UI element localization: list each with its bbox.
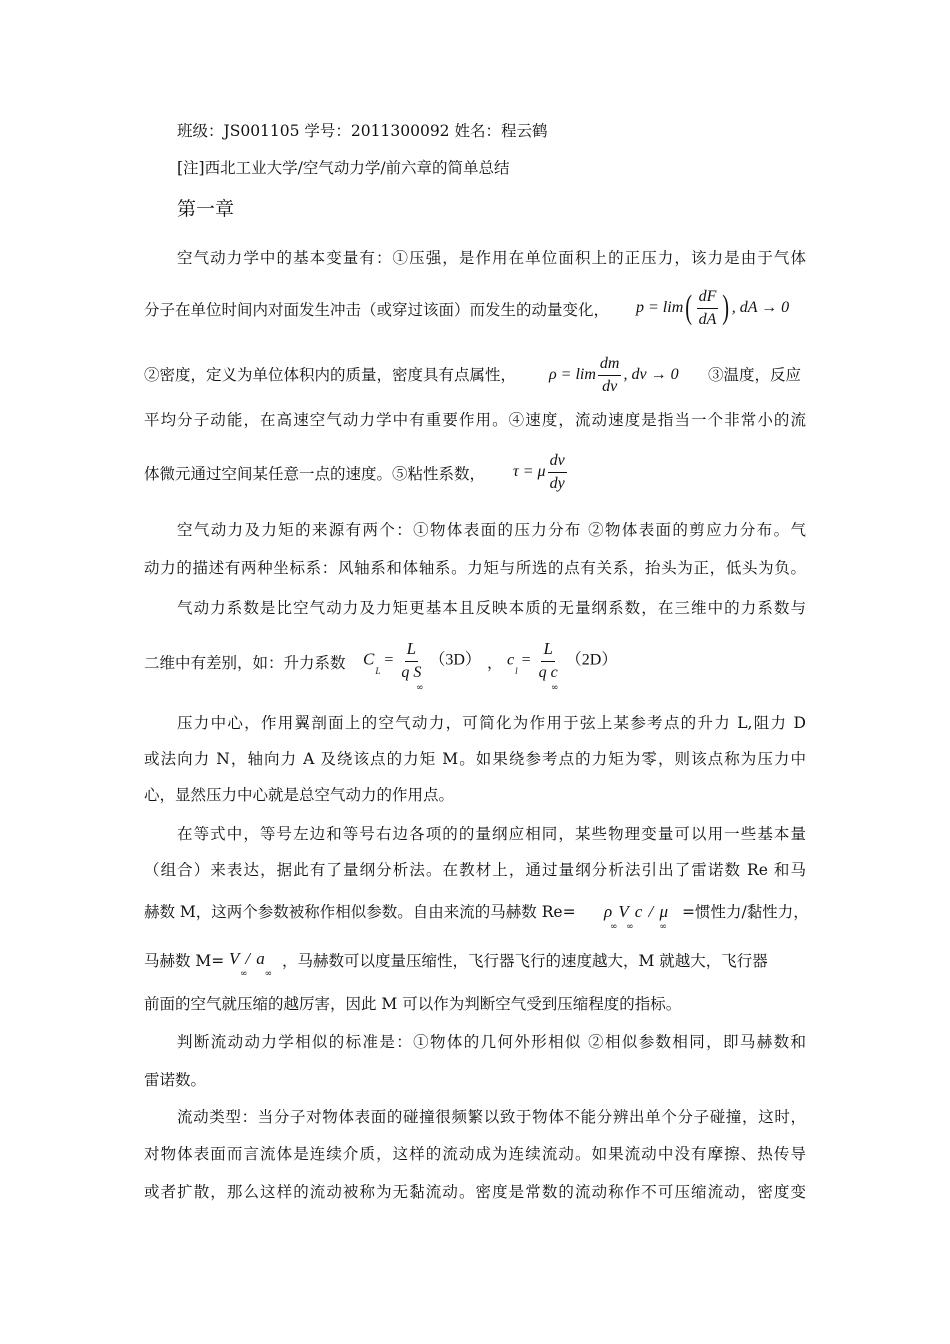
formula-numerator: dv: [548, 452, 567, 473]
pressure-formula: [636, 288, 789, 328]
paragraph-line: 压力中心，作用翼剖面上的空气动力，可简化为作用于弦上某参考点的升力 L,阻力 D: [177, 714, 806, 732]
formula-subscript: ∞: [416, 683, 424, 693]
formula-numerator: dm: [598, 355, 622, 376]
density-formula: [549, 355, 679, 395]
paragraph-line: 动力的描述有两种坐标系：风轴系和体轴系。力矩与所选的点有关系，抬头为正，低头为负。: [144, 559, 806, 577]
viscosity-formula: [513, 452, 569, 492]
paragraph-line: 雷诺数。: [144, 1071, 207, 1089]
paragraph-line: ，: [487, 654, 503, 672]
formula-subscript: ∞ ∞: [240, 969, 273, 979]
formula-text: τ = μ: [513, 462, 546, 480]
formula-text: , dA → 0: [731, 298, 790, 316]
formula-tag: （2D）: [565, 651, 618, 669]
document-note: [注]西北工业大学/空气动力学/前六章的简单总结: [177, 159, 510, 177]
paragraph-line: 心，显然压力中心就是总空气动力的作用点。: [144, 786, 455, 804]
paragraph-line: 在等式中，等号左边和等号右边各项的的量纲应相同，某些物理变量可以用一些基本量: [177, 825, 806, 843]
paragraph-line: 对物体表面而言流体是连续介质，这样的流动成为连续流动。如果流动中没有摩擦、热传导: [144, 1145, 806, 1163]
formula-denominator: q S: [401, 663, 422, 681]
paragraph-line: ②密度，定义为单位体积内的质量，密度具有点属性，: [144, 366, 517, 384]
paragraph-line: 分子在单位时间内对面发生冲击（或穿过该面）而发生的动量变化，: [144, 301, 610, 319]
formula-numerator: dF: [697, 288, 719, 309]
formula-subscript: ∞ ∞ ∞: [610, 922, 667, 932]
paragraph-line: 气动力系数是比空气动力及力矩更基本且反映本质的无量纲系数，在三维中的力系数与: [177, 599, 806, 617]
formula-text: , dv → 0: [623, 365, 679, 383]
right-paren: ): [722, 289, 730, 327]
paragraph-line: 平均分子动能，在高速空气动力学中有重要作用。④速度，流动速度是指当一个非常小的流: [144, 411, 806, 429]
paragraph-line: 体微元通过空间某任意一点的速度。⑤粘性系数，: [144, 465, 486, 483]
formula-text: ρ = lim: [549, 365, 596, 383]
paragraph-line: 赫数 M，这两个参数被称作相似参数。自由来流的马赫数 Re=: [144, 903, 576, 921]
formula-numerator: L: [541, 640, 554, 662]
paragraph-line: 流动类型：当分子对物体表面的碰撞很频繁以致于物体不能分辨出单个分子碰撞，这时，: [177, 1108, 806, 1126]
formula-subscript: l: [515, 666, 518, 677]
paragraph-line: 空气动力及力矩的来源有两个：①物体表面的压力分布 ②物体表面的剪应力分布。气: [177, 521, 806, 539]
chapter-title: 第一章: [177, 198, 235, 220]
paragraph-line: 空气动力学中的基本变量有：①压强，是作用在单位面积上的正压力，该力是由于气体: [177, 249, 806, 267]
paragraph-line: ，马赫数可以度量压缩性，飞行器飞行的速度越大，M 就越大，飞行器: [282, 952, 768, 970]
formula-denominator: dy: [549, 474, 565, 492]
left-paren: (: [685, 289, 693, 327]
formula-numerator: L: [405, 640, 418, 662]
paragraph-line: 马赫数 M=: [144, 952, 225, 970]
formula-text: C: [363, 649, 375, 669]
formula-denominator: q c: [538, 663, 558, 681]
formula-text: =: [384, 651, 394, 669]
paragraph-line: 前面的空气就压缩的越厉害，因此 M 可以作为判断空气受到压缩程度的指标。: [144, 995, 682, 1013]
formula-text: p = lim: [636, 298, 684, 316]
paragraph-line: 或法向力 N，轴向力 A 及绕该点的力矩 M。如果绕参考点的力矩为零，则该点称为压力中: [144, 750, 806, 768]
formula-subscript: ∞: [551, 683, 559, 693]
paragraph-line: 判断流动动力学相似的标准是：①物体的几何外形相似 ②相似参数相同，即马赫数和: [177, 1033, 806, 1051]
paragraph-line: 二维中有差别，如：升力系数: [144, 654, 346, 672]
lift-coefficient-3d: [363, 640, 481, 681]
formula-text: c: [507, 651, 515, 669]
formula-text: =: [521, 651, 531, 669]
formula-subscript: L: [375, 666, 381, 677]
mach-formula: V / a: [229, 949, 266, 968]
paragraph-line: 或者扩散，那么这样的流动被称为无黏流动。密度是常数的流动称作不可压缩流动，密度变: [144, 1183, 806, 1201]
formula-tag: （3D）: [429, 651, 481, 669]
paragraph-line: ③温度，反应: [708, 366, 802, 384]
student-info: 班级：JS001105 学号：2011300092 姓名：程云鹤: [177, 122, 548, 140]
reynolds-formula: ρ V c / μ: [604, 902, 670, 921]
formula-denominator: dv: [602, 377, 618, 395]
lift-coefficient-2d: [507, 640, 617, 681]
paragraph-line: （组合）来表达，据此有了量纲分析法。在教材上，通过量纲分析法引出了雷诺数 Re 和马: [144, 861, 806, 879]
formula-denominator: dA: [698, 310, 717, 328]
paragraph-line: =惯性力/黏性力，: [682, 903, 809, 921]
